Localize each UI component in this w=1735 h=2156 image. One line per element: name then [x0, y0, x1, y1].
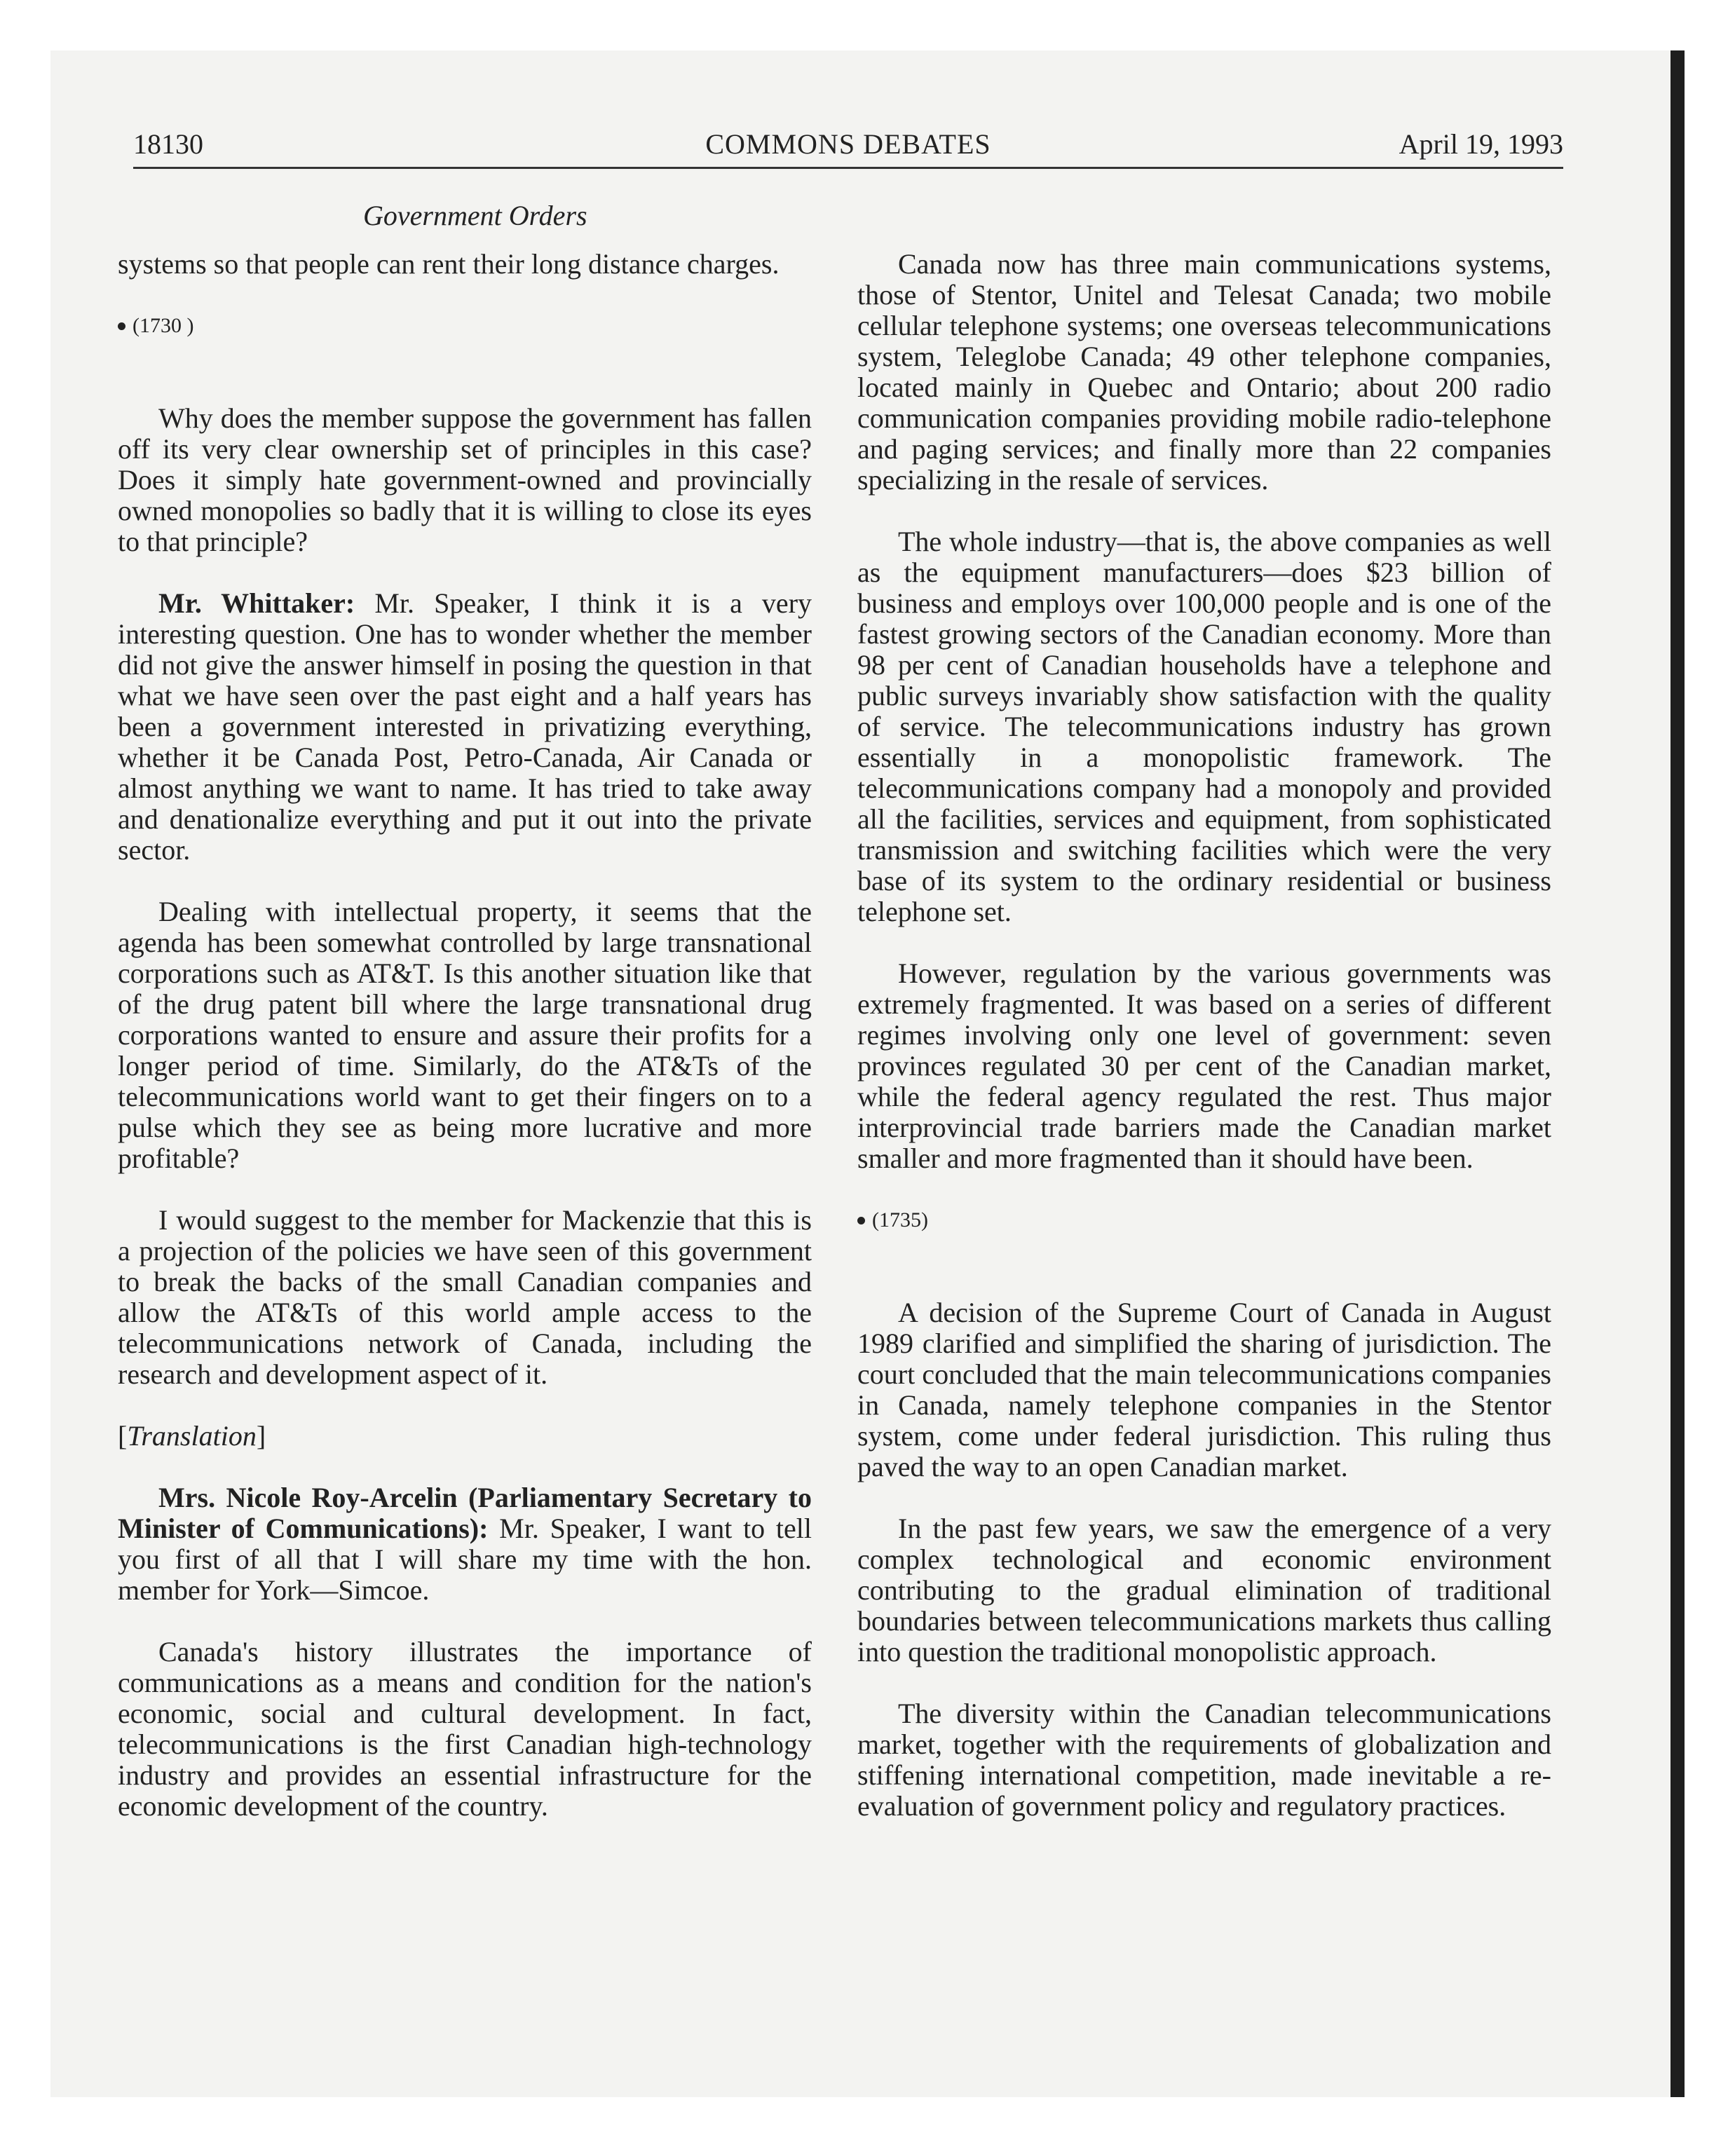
paragraph: Canada's history illustrates the importance of communications as a means and condition for the nation's economic, social and cultural development. In fact, telecommunications is the first Canadian high-technology industry and provides an essential infrastructure for the economic development of the country.: [118, 1636, 812, 1822]
time-marker-label: (1730 ): [132, 314, 194, 337]
issue-date: April 19, 1993: [1399, 128, 1563, 160]
page-number: 18130: [133, 128, 203, 160]
bullet-icon: [857, 1217, 865, 1224]
paragraph: Canada now has three main communications systems, those of Stentor, Unitel and Telesat Canada; two mobile cellular telephone systems; one overseas telecommunications system, Teleglobe Canada; 49 other telephone companies, located mainly in Quebec and Ontario; about 200 radio communication companies providing mobile radio-telephone and paging services; and finally more than 22 companies specializing in the resale of services.: [857, 248, 1551, 496]
translation-note-label: Translation: [127, 1420, 257, 1452]
time-marker-label: (1735): [872, 1208, 928, 1231]
journal-title: COMMONS DEBATES: [705, 128, 991, 160]
speaker-name: Mr. Whittaker:: [158, 587, 355, 619]
speech-text: Mr. Speaker, I think it is a very interesting question. One has to wonder whether the member did not give the answer himself in posing the question in that what we have seen over the past eight and a half years has been a government interested in privatizing everything, whether it be Canada Post, Petro-Canada, Air Canada or almost anything we want to name. It has tried to take away and denationalize everything and put it out into the private sector.: [118, 587, 812, 866]
speech-text: Mr. Speaker, I want to tell you first of all that I will share my time with the hon. member for York—Simcoe.: [118, 1513, 812, 1606]
paragraph: The diversity within the Canadian telecommunications market, together with the requirements of globalization and stiffening international competition, made inevitable a re-evaluation of government policy and regulatory practices.: [857, 1698, 1551, 1822]
bullet-icon: [118, 322, 125, 330]
speaker-paragraph: [118, 588, 812, 866]
paragraph: The whole industry—that is, the above companies as well as the equipment manufacturers—does $23 billion of business and employs over 100,000 people and is one of the fastest growing sectors of the Canadian economy. More than 98 per cent of Canadian households have a telephone and public surveys invariably show satisfaction with the quality of service. The telecommunications industry has grown essentially in a monopolistic framework. The telecommunications company had a monopoly and provided all the facilities, services and equipment, from sophisticated transmission and switching facilities which were the very base of its system to the ordinary residential or business telephone set.: [857, 526, 1551, 927]
scan-edge-shadow: [1671, 50, 1685, 2097]
left-column: [118, 249, 812, 1853]
section-heading: Government Orders: [363, 200, 587, 231]
translation-note: [Translation]: [118, 1420, 266, 1452]
right-column: [857, 249, 1551, 1853]
paragraph: In the past few years, we saw the emergence of a very complex technological and economic environment contributing to the gradual elimination of traditional boundaries between telecommunications markets thus calling into question the traditional monopolistic approach.: [857, 1513, 1551, 1667]
paragraph: Why does the member suppose the government has fallen off its very clear ownership set of principles in this case? Does it simply hate government-owned and provincially owned monopolies so badly that it is willing to close its eyes to that principle?: [118, 402, 812, 557]
page-header: [133, 125, 1563, 169]
paragraph: I would suggest to the member for Mackenzie that this is a projection of the policies we have seen of this government to break the backs of the small Canadian companies and allow the AT&Ts of this world ample access to the telecommunications network of Canada, including the research and development aspect of it.: [118, 1204, 812, 1390]
speaker-name: Mrs. Nicole Roy-Arcelin (Parliamentary Secretary to Minister of Communications):: [118, 1482, 812, 1544]
speaker-paragraph: [118, 1482, 812, 1606]
paragraph: Dealing with intellectual property, it seems that the agenda has been somewhat controlled by large transnational corporations such as AT&T. Is this another situation like that of the drug patent bill where the large transnational drug corporations wanted to ensure and assure their profits for a longer period of time. Similarly, do the AT&Ts of the telecommunications world want to get their fingers on to a pulse which they see as being more lucrative and more profitable?: [118, 896, 812, 1174]
paragraph: A decision of the Supreme Court of Canada in August 1989 clarified and simplified the sharing of jurisdiction. The court concluded that the main telecommunications companies in Canada, namely telephone companies in the Stentor system, come under federal jurisdiction. This ruling thus paved the way to an open Canadian market.: [857, 1297, 1551, 1482]
paragraph: However, regulation by the various governments was extremely fragmented. It was based on a series of different regimes involving only one level of government: seven provinces regulated 30 per cent of the Canadian market, while the federal agency regulated the rest. Thus major interprovincial trade barriers made the Canadian market smaller and more fragmented than it should have been.: [857, 957, 1551, 1174]
paragraph: systems so that people can rent their long distance charges.: [118, 248, 780, 280]
time-marker: [118, 311, 812, 372]
time-marker: [857, 1205, 1551, 1267]
